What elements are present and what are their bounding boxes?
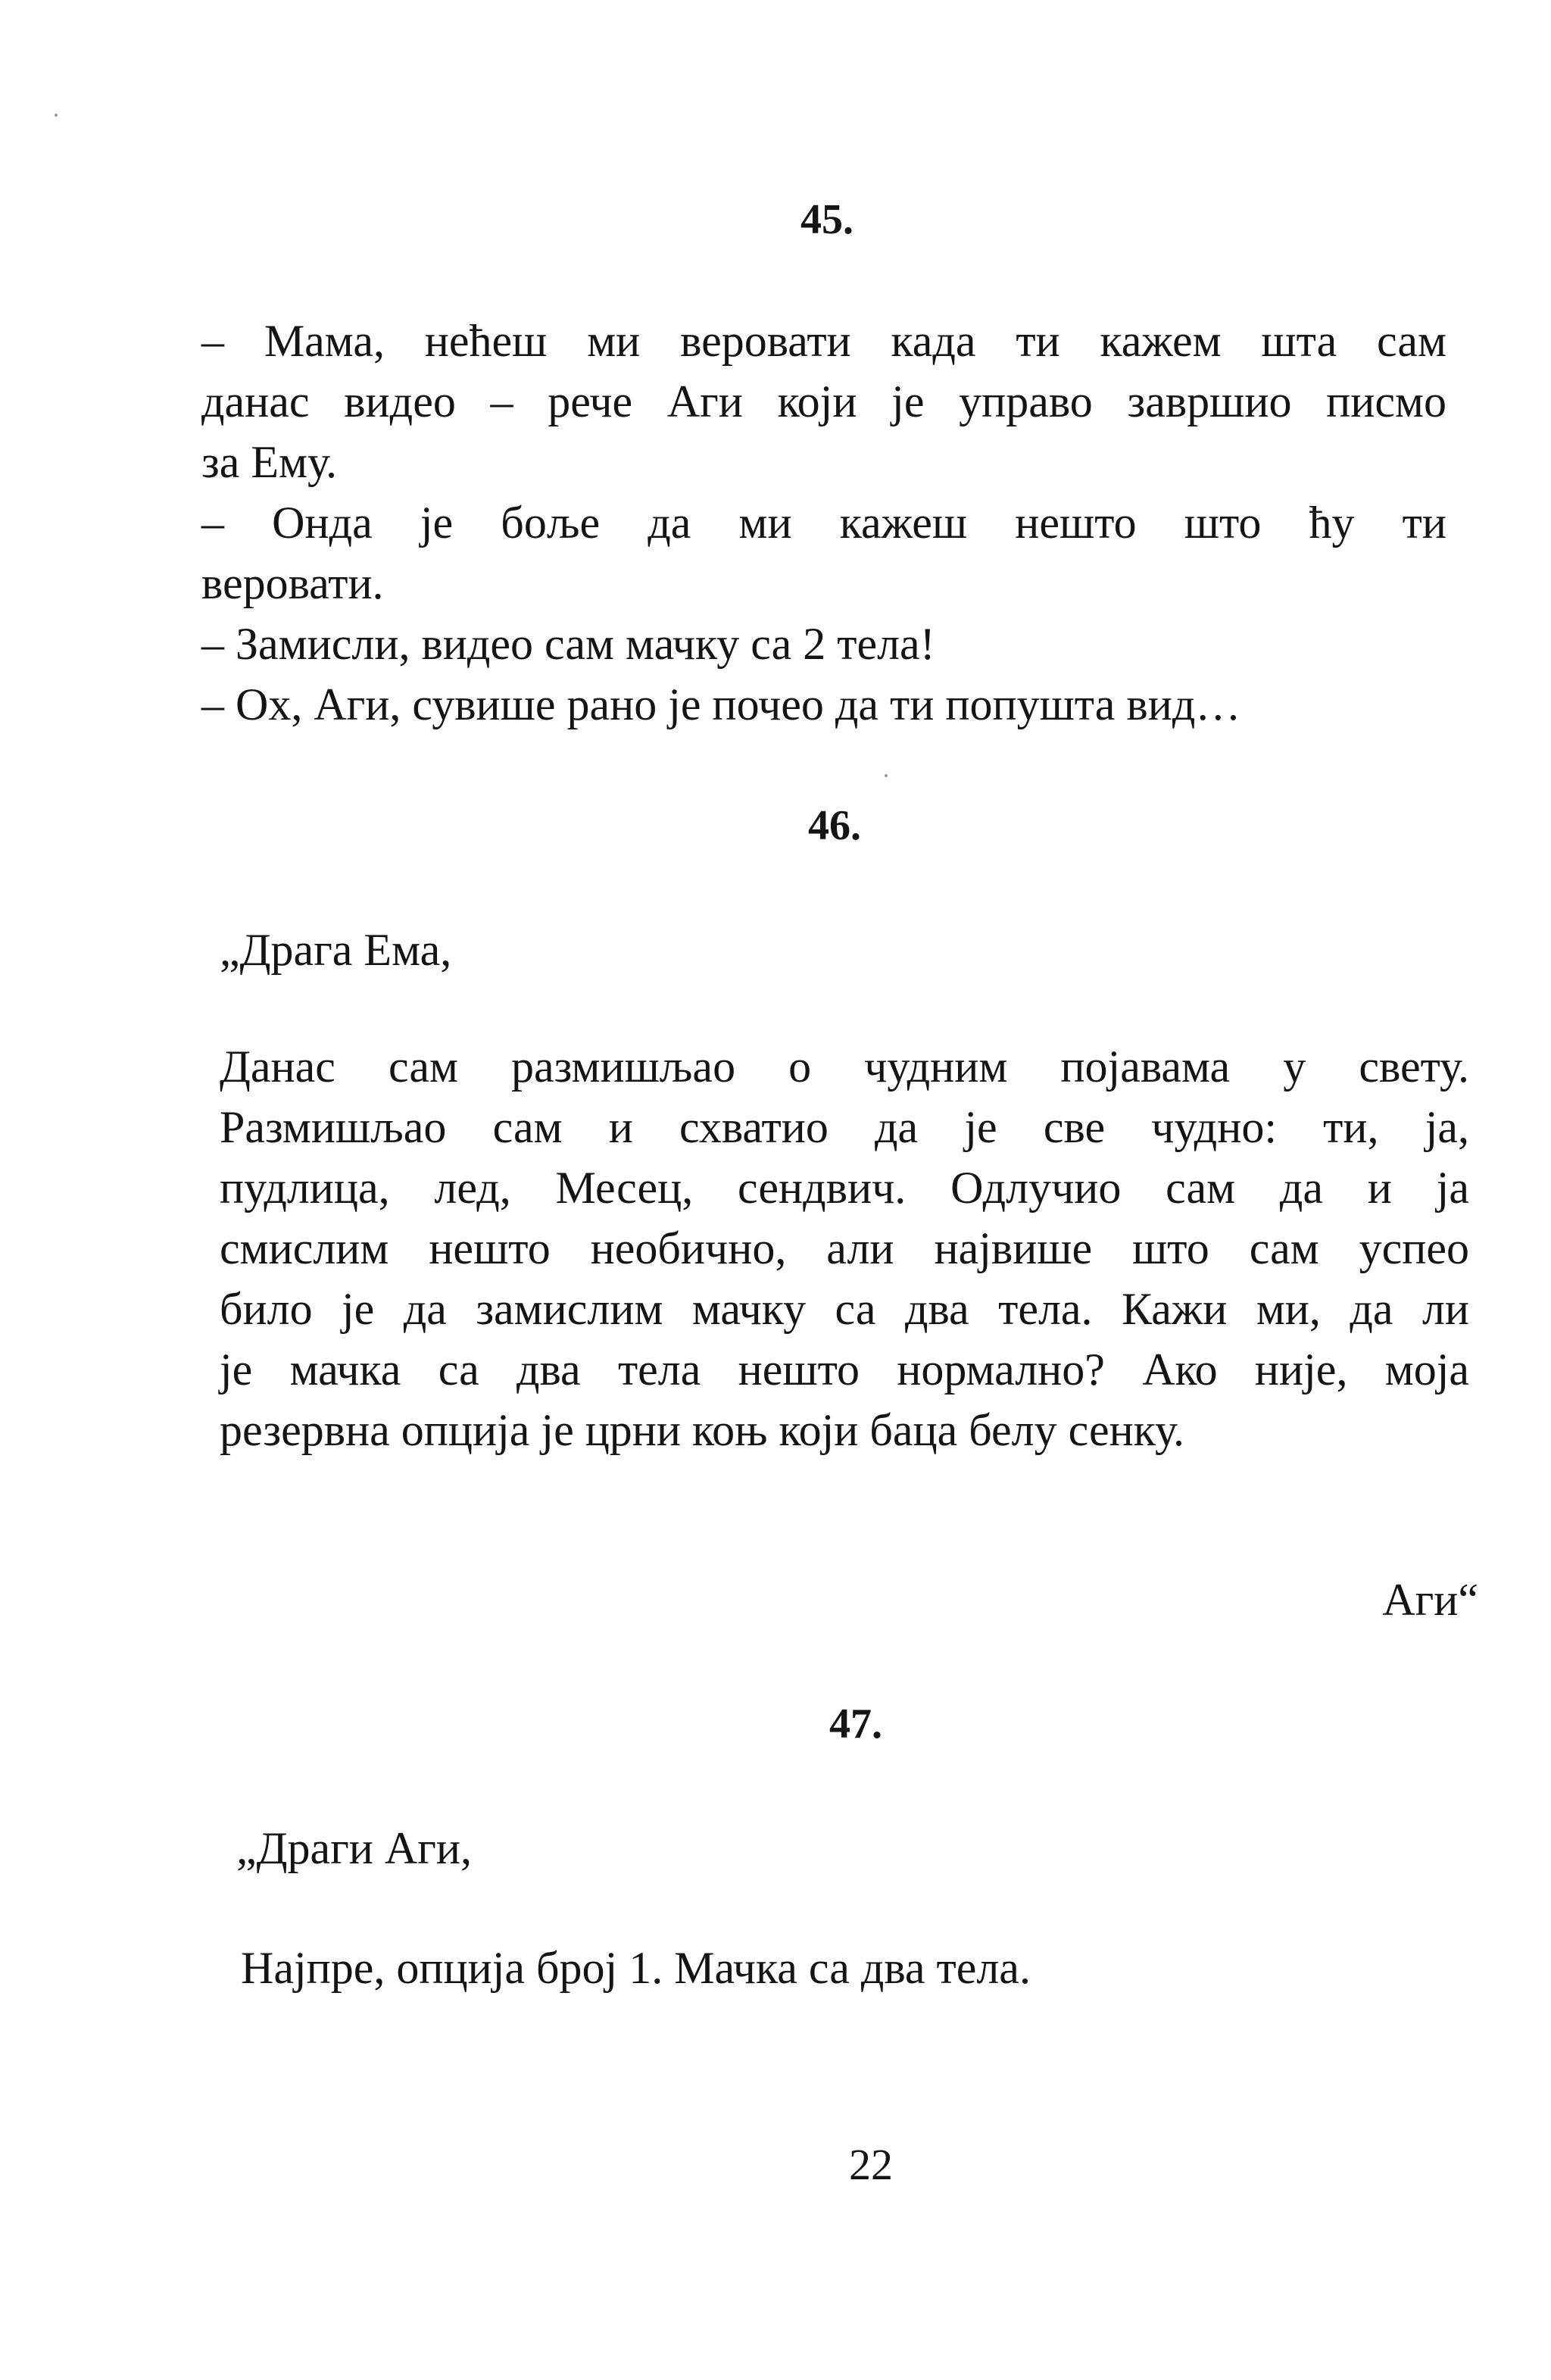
text-line: за Ему. xyxy=(201,437,337,487)
text-line: смислим нешто необично, али највише што сам успео xyxy=(220,1223,1469,1273)
section-heading-45: 45. xyxy=(800,196,854,243)
text-line: – Мама, нећеш ми веровати када ти кажем шта сам xyxy=(201,316,1446,366)
letter-body xyxy=(220,1036,1469,1460)
section-heading-47: 47. xyxy=(829,1701,882,1748)
text-line: Размишљао сам и схватио да је све чудно: ти, ја, xyxy=(220,1102,1469,1152)
section-heading-46: 46. xyxy=(808,802,861,849)
section-45-dialogue xyxy=(201,311,1446,735)
text-line: пудлица, лед, Месец, сендвич. Одлучио сам да и ја xyxy=(220,1163,1469,1213)
text-line: – Замисли, видео сам мачку са 2 тела! xyxy=(201,619,935,669)
text-line: Данас сам размишљао о чудним појавама у свету. xyxy=(220,1042,1469,1092)
page-number: 22 xyxy=(849,2140,893,2189)
text-line: данас видео – рече Аги који је управо завршио писмо xyxy=(201,376,1446,426)
scan-speck xyxy=(885,774,888,777)
letter-signature: Аги“ xyxy=(1382,1575,1478,1625)
text-line: је мачка са два тела нешто нормално? Ако није, моја xyxy=(220,1345,1469,1395)
text-line: – Онда је боље да ми кажеш нешто што ћу ти xyxy=(201,498,1446,548)
letter-salutation: „Драга Ема, xyxy=(220,925,452,975)
text-line: Најпре, опција број 1. Мачка са два тела. xyxy=(241,1943,1031,1993)
letter-body xyxy=(241,1938,1468,1998)
text-line: веровати. xyxy=(201,558,384,608)
text-line: – Ох, Аги, сувише рано је почео да ти попушта вид… xyxy=(201,679,1241,729)
letter-salutation: „Драги Аги, xyxy=(236,1823,472,1873)
scan-speck xyxy=(55,114,58,117)
text-line: било је да замислим мачку са два тела. Кажи ми, да ли xyxy=(220,1284,1469,1334)
text-line: резервна опција је црни коњ који баца белу сенку. xyxy=(220,1405,1185,1455)
